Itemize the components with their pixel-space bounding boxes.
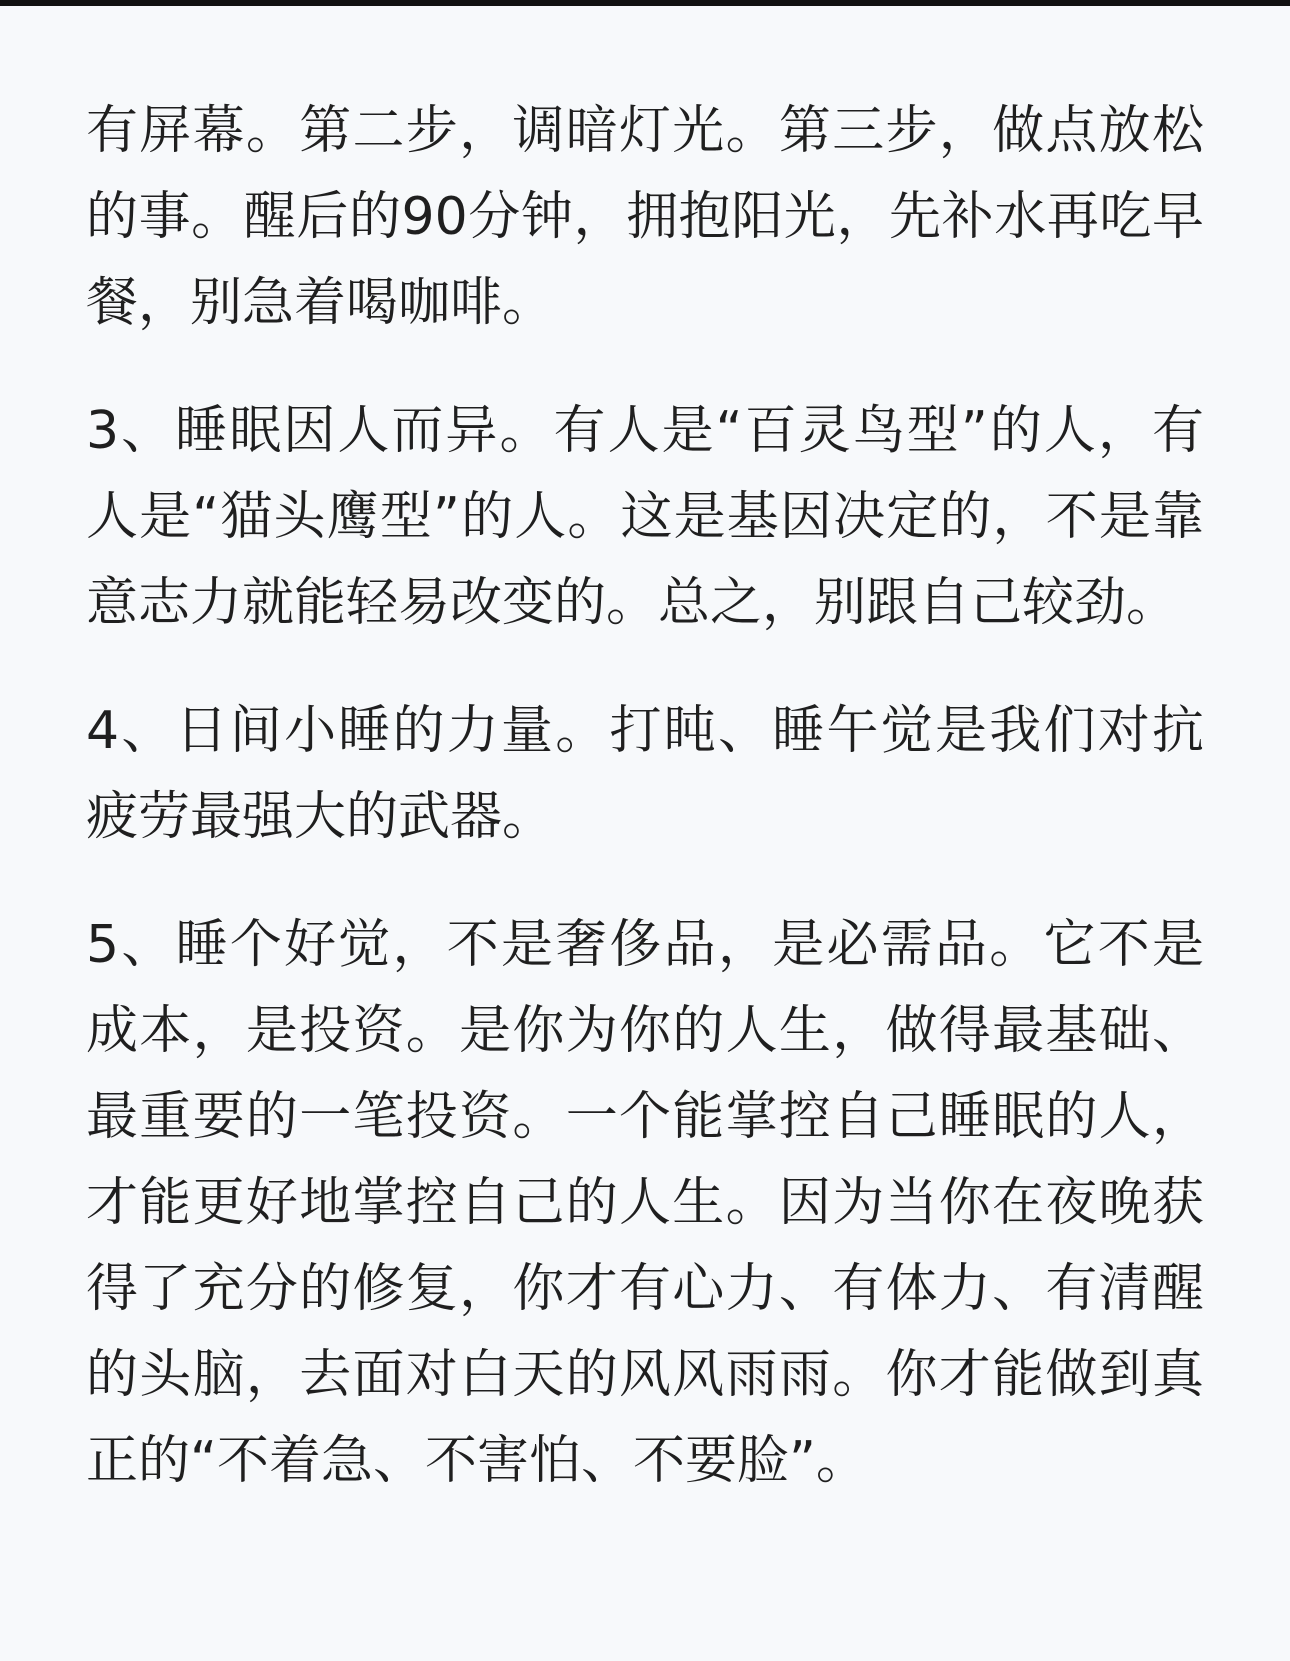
article-paragraph: 4、日间小睡的力量。打盹、睡午觉是我们对抗疲劳最强大的武器。	[86, 701, 1204, 847]
article-paragraph: 5、睡个好觉，不是奢侈品，是必需品。它不是成本，是投资。是你为你的人生，做得最基础、最重要的一笔投资。一个能掌控自己睡眠的人，才能更好地掌控自己的人生。因为当你在夜晚获得了充分的修复，你才有心力、有体力、有清醒的头脑，去面对白天的风风雨雨。你才能做到真正的“不着急、不害怕、不要脸”。	[86, 915, 1204, 1491]
article-paragraph: 3、睡眠因人而异。有人是“百灵鸟型”的人，有人是“猫头鹰型”的人。这是基因决定的，不是靠意志力就能轻易改变的。总之，别跟自己较劲。	[86, 401, 1204, 633]
article-body	[86, 88, 1204, 1546]
top-edge-bar	[0, 0, 1290, 6]
article-paragraph: 有屏幕。第二步，调暗灯光。第三步，做点放松的事。醒后的90分钟，拥抱阳光，先补水再吃早餐，别急着喝咖啡。	[86, 101, 1204, 333]
